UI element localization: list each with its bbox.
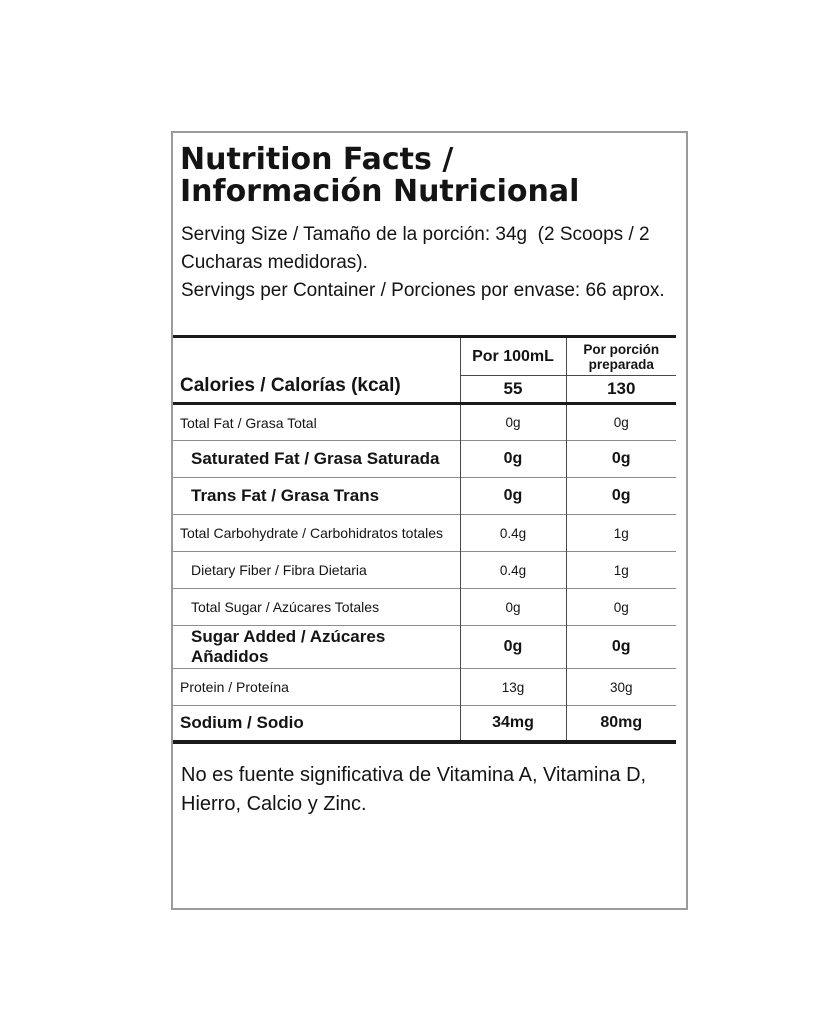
nutrient-value-per-100ml: 0.4g bbox=[460, 552, 566, 589]
nutrient-label: Total Sugar / Azúcares Totales bbox=[191, 599, 380, 615]
nutrient-value-per-portion: 80mg bbox=[566, 706, 676, 742]
nutrient-value-per-100ml: 34mg bbox=[460, 706, 566, 742]
calories-value-per-portion: 130 bbox=[566, 376, 676, 404]
table-row bbox=[173, 552, 676, 589]
table-row bbox=[173, 478, 676, 515]
calories-label: Calories / Calorías (kcal) bbox=[173, 337, 460, 404]
nutrient-value-per-portion: 30g bbox=[566, 669, 676, 706]
nutrient-label: Total Carbohydrate / Carbohidratos totales bbox=[180, 525, 444, 541]
nutrient-label: Trans Fat / Grasa Trans bbox=[191, 486, 380, 505]
nutrient-value-per-portion: 0g bbox=[566, 589, 676, 626]
nutrition-label-panel bbox=[171, 131, 688, 910]
table-row bbox=[173, 441, 676, 478]
title-line-spanish: Información Nutricional bbox=[180, 174, 580, 209]
table-row bbox=[173, 706, 676, 742]
table-row bbox=[173, 404, 676, 441]
nutrient-value-per-portion: 1g bbox=[566, 515, 676, 552]
nutrient-value-per-100ml: 0g bbox=[460, 589, 566, 626]
serving-size-text: Serving Size / Tamaño de la porción: 34g (2 Scoops / 2 Cucharas medidoras). bbox=[181, 224, 655, 273]
footnote-text: No es fuente significativa de Vitamina A, Vitamina D, Hierro, Calcio y Zinc. bbox=[181, 763, 647, 815]
table-row bbox=[173, 626, 676, 669]
table-row bbox=[173, 515, 676, 552]
nutrient-value-per-100ml: 0g bbox=[460, 626, 566, 669]
nutrient-label: Dietary Fiber / Fibra Dietaria bbox=[191, 562, 367, 578]
servings-per-container-text: Servings per Container / Porciones por envase: 66 aprox. bbox=[181, 280, 665, 301]
nutrient-value-per-100ml: 0.4g bbox=[460, 515, 566, 552]
nutrient-value-per-100ml: 13g bbox=[460, 669, 566, 706]
nutrient-label: Total Fat / Grasa Total bbox=[180, 414, 317, 431]
nutrient-value-per-portion: 0g bbox=[566, 478, 676, 515]
nutrient-rows bbox=[173, 404, 676, 742]
column-header-per-100ml: Por 100mL bbox=[460, 337, 566, 376]
nutrient-value-per-portion: 0g bbox=[566, 626, 676, 669]
nutrient-label: Sodium / Sodio bbox=[180, 712, 304, 732]
nutrient-label: Sugar Added / Azúcares Añadidos bbox=[191, 627, 386, 666]
serving-info-block bbox=[181, 221, 680, 305]
table-header-row bbox=[173, 337, 676, 376]
title-line-english: Nutrition Facts / bbox=[180, 142, 454, 177]
nutrient-label: Protein / Proteína bbox=[180, 679, 289, 695]
nutrient-value-per-portion: 0g bbox=[566, 441, 676, 478]
column-header-per-portion: Por porción preparada bbox=[566, 337, 676, 376]
table-row bbox=[173, 589, 676, 626]
nutrient-value-per-100ml: 0g bbox=[460, 404, 566, 441]
calories-value-per-100ml: 55 bbox=[460, 376, 566, 404]
nutrition-table bbox=[173, 335, 676, 744]
nutrient-value-per-portion: 0g bbox=[566, 404, 676, 441]
table-row bbox=[173, 669, 676, 706]
nutrient-value-per-100ml: 0g bbox=[460, 478, 566, 515]
nutrient-value-per-portion: 1g bbox=[566, 552, 676, 589]
nutrient-label: Saturated Fat / Grasa Saturada bbox=[191, 449, 440, 468]
label-title bbox=[180, 144, 680, 208]
nutrient-value-per-100ml: 0g bbox=[460, 441, 566, 478]
